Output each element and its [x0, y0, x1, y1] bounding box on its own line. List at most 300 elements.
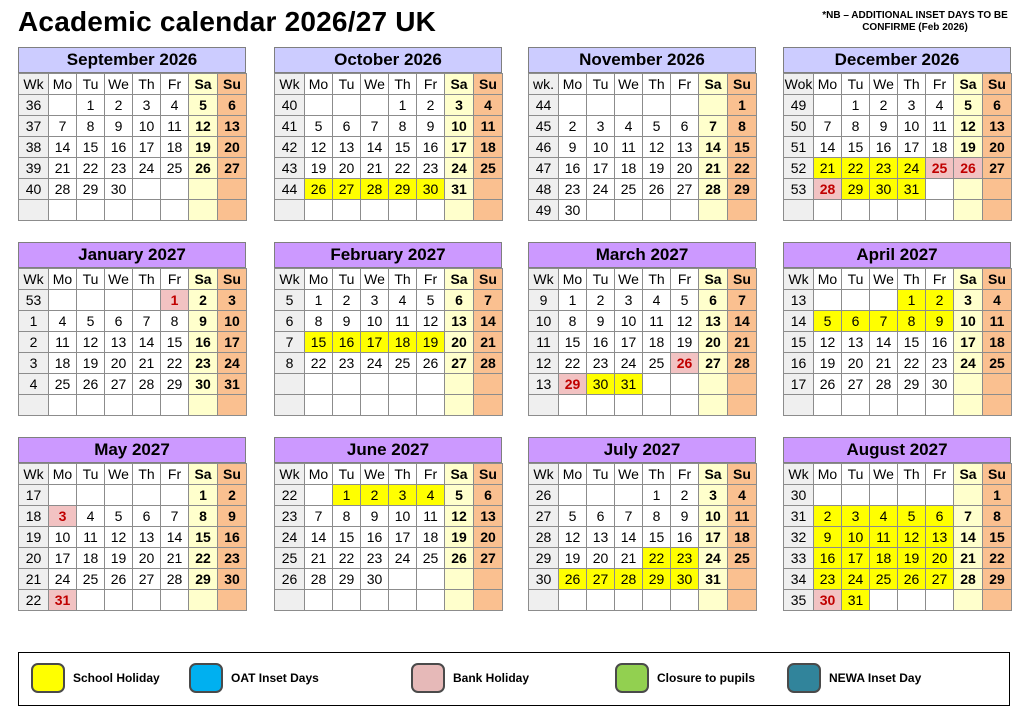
weekday-header: Fr	[161, 269, 189, 290]
day-cell: 24	[49, 569, 77, 590]
day-cell	[615, 590, 643, 611]
day-cell: 3	[133, 95, 161, 116]
weekday-header: Sa	[699, 464, 728, 485]
day-cell: 6	[842, 311, 870, 332]
day-cell	[474, 374, 503, 395]
day-cell: 27	[842, 374, 870, 395]
weekday-header: Th	[643, 269, 671, 290]
day-cell	[983, 200, 1012, 221]
month-block	[783, 437, 1011, 611]
day-cell	[926, 485, 954, 506]
day-cell: 30	[218, 569, 247, 590]
day-cell: 16	[189, 332, 218, 353]
day-cell: 10	[842, 527, 870, 548]
week-number	[275, 590, 305, 611]
weekday-header: Fr	[417, 74, 445, 95]
weekday-header: Th	[389, 74, 417, 95]
day-cell	[926, 590, 954, 611]
day-cell: 9	[105, 116, 133, 137]
day-cell: 30	[814, 590, 842, 611]
week-number	[275, 374, 305, 395]
week-row	[275, 590, 503, 611]
day-cell	[389, 590, 417, 611]
day-cell: 5	[189, 95, 218, 116]
day-cell: 12	[77, 332, 105, 353]
day-cell	[445, 569, 474, 590]
month-block	[18, 437, 246, 611]
day-cell	[671, 95, 699, 116]
day-cell: 19	[189, 137, 218, 158]
day-cell: 4	[983, 290, 1012, 311]
day-cell: 6	[333, 116, 361, 137]
day-cell: 25	[474, 158, 503, 179]
day-cell: 11	[926, 116, 954, 137]
day-cell: 2	[559, 116, 587, 137]
day-cell	[445, 200, 474, 221]
week-number: 36	[19, 95, 49, 116]
day-cell: 23	[417, 158, 445, 179]
weekday-header-row	[784, 74, 1012, 95]
week-number: 22	[275, 485, 305, 506]
day-cell: 10	[445, 116, 474, 137]
week-row	[784, 137, 1012, 158]
day-cell: 21	[814, 158, 842, 179]
weekday-header: Tu	[77, 269, 105, 290]
day-cell	[728, 395, 757, 416]
day-cell	[445, 590, 474, 611]
day-cell: 13	[105, 332, 133, 353]
day-cell	[445, 374, 474, 395]
week-row	[275, 353, 503, 374]
day-cell	[983, 395, 1012, 416]
day-cell	[133, 590, 161, 611]
weekday-header: Mo	[305, 269, 333, 290]
day-cell: 26	[77, 374, 105, 395]
month-table	[528, 73, 757, 221]
weekday-header: Th	[133, 74, 161, 95]
day-cell: 5	[643, 116, 671, 137]
day-cell: 25	[643, 353, 671, 374]
week-number: 26	[529, 485, 559, 506]
week-row	[529, 158, 757, 179]
day-cell: 28	[728, 353, 757, 374]
week-number: 7	[275, 332, 305, 353]
week-row	[784, 485, 1012, 506]
day-cell: 9	[559, 137, 587, 158]
day-cell: 18	[474, 137, 503, 158]
weekday-header: Sa	[954, 269, 983, 290]
day-cell: 20	[983, 137, 1012, 158]
day-cell	[699, 590, 728, 611]
day-cell: 8	[189, 506, 218, 527]
week-number: 37	[19, 116, 49, 137]
day-cell: 23	[587, 353, 615, 374]
weekday-header: We	[615, 269, 643, 290]
day-cell: 7	[615, 506, 643, 527]
day-cell: 13	[333, 137, 361, 158]
day-cell: 25	[161, 158, 189, 179]
day-cell: 2	[218, 485, 247, 506]
week-number	[784, 395, 814, 416]
day-cell: 22	[305, 353, 333, 374]
day-cell	[77, 485, 105, 506]
day-cell: 20	[587, 548, 615, 569]
month-title: December 2026	[783, 47, 1011, 73]
day-cell: 29	[643, 569, 671, 590]
day-cell: 16	[417, 137, 445, 158]
day-cell: 26	[417, 353, 445, 374]
day-cell	[417, 395, 445, 416]
week-header: Wk	[19, 269, 49, 290]
day-cell: 2	[870, 95, 898, 116]
legend-label: OAT Inset Days	[231, 671, 319, 685]
day-cell: 20	[218, 137, 247, 158]
day-cell: 17	[218, 332, 247, 353]
day-cell: 7	[699, 116, 728, 137]
day-cell	[699, 395, 728, 416]
week-number: 11	[529, 332, 559, 353]
week-number: 14	[784, 311, 814, 332]
week-number: 45	[529, 116, 559, 137]
day-cell	[49, 200, 77, 221]
day-cell	[474, 590, 503, 611]
day-cell: 12	[417, 311, 445, 332]
week-number	[275, 200, 305, 221]
day-cell	[49, 290, 77, 311]
day-cell	[671, 395, 699, 416]
week-row	[19, 95, 247, 116]
week-row	[275, 527, 503, 548]
day-cell: 30	[189, 374, 218, 395]
day-cell: 1	[77, 95, 105, 116]
day-cell: 20	[699, 332, 728, 353]
weekday-header: Su	[218, 74, 247, 95]
weekday-header: Th	[643, 74, 671, 95]
week-number: 27	[529, 506, 559, 527]
day-cell: 19	[559, 548, 587, 569]
weekday-header: Fr	[671, 464, 699, 485]
month-block	[528, 242, 756, 416]
day-cell: 16	[559, 158, 587, 179]
day-cell: 4	[49, 311, 77, 332]
day-cell	[105, 590, 133, 611]
day-cell: 22	[842, 158, 870, 179]
day-cell: 8	[983, 506, 1012, 527]
week-row	[529, 527, 757, 548]
day-cell: 7	[161, 506, 189, 527]
legend-swatch-school-holiday	[31, 663, 65, 693]
day-cell: 8	[333, 506, 361, 527]
day-cell: 30	[105, 179, 133, 200]
day-cell: 29	[161, 374, 189, 395]
day-cell: 4	[389, 290, 417, 311]
day-cell: 10	[898, 116, 926, 137]
week-number	[529, 590, 559, 611]
week-row	[529, 311, 757, 332]
day-cell: 26	[445, 548, 474, 569]
week-row	[19, 158, 247, 179]
day-cell: 26	[189, 158, 218, 179]
day-cell	[218, 179, 247, 200]
week-row	[529, 116, 757, 137]
week-number	[19, 395, 49, 416]
day-cell	[643, 200, 671, 221]
day-cell: 20	[926, 548, 954, 569]
weekday-header: Su	[474, 269, 503, 290]
day-cell	[615, 485, 643, 506]
day-cell: 24	[615, 353, 643, 374]
day-cell	[189, 200, 218, 221]
day-cell: 17	[389, 527, 417, 548]
week-header: Wk	[784, 269, 814, 290]
day-cell	[77, 590, 105, 611]
week-number: 35	[784, 590, 814, 611]
weekday-header: Su	[218, 464, 247, 485]
weekday-header: Su	[728, 464, 757, 485]
day-cell	[870, 395, 898, 416]
day-cell: 21	[870, 353, 898, 374]
week-number: 26	[275, 569, 305, 590]
day-cell: 20	[474, 527, 503, 548]
week-row	[529, 95, 757, 116]
day-cell: 30	[671, 569, 699, 590]
day-cell: 7	[133, 311, 161, 332]
day-cell	[954, 179, 983, 200]
day-cell: 26	[105, 569, 133, 590]
weekday-header: Tu	[587, 269, 615, 290]
day-cell: 15	[983, 527, 1012, 548]
week-number: 10	[529, 311, 559, 332]
month-block	[18, 242, 246, 416]
week-row	[784, 95, 1012, 116]
week-row	[275, 332, 503, 353]
day-cell: 11	[870, 527, 898, 548]
day-cell: 8	[898, 311, 926, 332]
day-cell: 10	[389, 506, 417, 527]
day-cell: 9	[333, 311, 361, 332]
day-cell: 31	[49, 590, 77, 611]
legend-swatch-oat-inset	[189, 663, 223, 693]
day-cell: 20	[842, 353, 870, 374]
week-number: 13	[529, 374, 559, 395]
day-cell	[643, 395, 671, 416]
inset-days-note: *NB – ADDITIONAL INSET DAYS TO BE CONFIRME (Feb 2026)	[822, 10, 1008, 33]
month-table	[18, 268, 247, 416]
day-cell: 16	[870, 137, 898, 158]
day-cell: 4	[870, 506, 898, 527]
day-cell	[954, 395, 983, 416]
day-cell: 27	[105, 374, 133, 395]
week-row	[784, 179, 1012, 200]
day-cell: 19	[305, 158, 333, 179]
day-cell: 22	[77, 158, 105, 179]
week-row	[784, 116, 1012, 137]
day-cell	[615, 95, 643, 116]
day-cell: 17	[699, 527, 728, 548]
day-cell: 5	[77, 311, 105, 332]
weekday-header: Fr	[926, 74, 954, 95]
day-cell: 29	[559, 374, 587, 395]
week-number: 43	[275, 158, 305, 179]
day-cell	[870, 485, 898, 506]
day-cell	[814, 395, 842, 416]
day-cell: 16	[671, 527, 699, 548]
day-cell: 3	[898, 95, 926, 116]
day-cell	[699, 95, 728, 116]
weekday-header-row	[19, 269, 247, 290]
day-cell	[133, 200, 161, 221]
week-row	[19, 137, 247, 158]
legend-swatch-bank-holiday	[411, 663, 445, 693]
weekday-header: Mo	[559, 74, 587, 95]
legend-label: Bank Holiday	[453, 671, 530, 685]
weekday-header-row	[784, 269, 1012, 290]
week-row	[529, 137, 757, 158]
day-cell	[389, 200, 417, 221]
day-cell: 19	[954, 137, 983, 158]
month-table	[783, 268, 1012, 416]
day-cell: 8	[389, 116, 417, 137]
day-cell: 28	[615, 569, 643, 590]
day-cell	[728, 569, 757, 590]
day-cell: 24	[218, 353, 247, 374]
day-cell: 21	[361, 158, 389, 179]
day-cell: 9	[361, 506, 389, 527]
day-cell: 6	[983, 95, 1012, 116]
day-cell: 11	[474, 116, 503, 137]
day-cell: 25	[389, 353, 417, 374]
month-table	[783, 463, 1012, 611]
day-cell: 9	[870, 116, 898, 137]
day-cell	[333, 374, 361, 395]
month-block	[783, 47, 1011, 221]
weekday-header: Sa	[189, 464, 218, 485]
week-number: 52	[784, 158, 814, 179]
week-number: 21	[19, 569, 49, 590]
day-cell: 9	[189, 311, 218, 332]
day-cell	[305, 590, 333, 611]
day-cell: 7	[474, 290, 503, 311]
day-cell	[814, 485, 842, 506]
day-cell: 23	[671, 548, 699, 569]
weekday-header: We	[361, 74, 389, 95]
weekday-header-row	[529, 74, 757, 95]
day-cell: 28	[474, 353, 503, 374]
day-cell	[389, 569, 417, 590]
week-row	[275, 569, 503, 590]
day-cell	[305, 374, 333, 395]
day-cell: 24	[389, 548, 417, 569]
week-row	[19, 548, 247, 569]
day-cell	[445, 395, 474, 416]
day-cell	[105, 290, 133, 311]
week-row	[275, 374, 503, 395]
day-cell: 24	[954, 353, 983, 374]
day-cell: 3	[699, 485, 728, 506]
weekday-header: Sa	[699, 74, 728, 95]
day-cell: 15	[305, 332, 333, 353]
week-row	[19, 374, 247, 395]
month-title: October 2026	[274, 47, 502, 73]
day-cell: 28	[954, 569, 983, 590]
day-cell: 5	[417, 290, 445, 311]
day-cell	[814, 95, 842, 116]
day-cell: 6	[671, 116, 699, 137]
week-row	[784, 590, 1012, 611]
day-cell: 7	[49, 116, 77, 137]
day-cell: 8	[77, 116, 105, 137]
weekday-header-row	[19, 464, 247, 485]
day-cell: 6	[587, 506, 615, 527]
day-cell: 4	[728, 485, 757, 506]
day-cell	[49, 395, 77, 416]
day-cell	[587, 200, 615, 221]
day-cell: 7	[814, 116, 842, 137]
day-cell: 6	[218, 95, 247, 116]
day-cell: 2	[926, 290, 954, 311]
day-cell	[898, 200, 926, 221]
day-cell: 3	[587, 116, 615, 137]
week-number: 34	[784, 569, 814, 590]
day-cell: 6	[105, 311, 133, 332]
week-row	[275, 311, 503, 332]
day-cell: 26	[643, 179, 671, 200]
week-row	[275, 137, 503, 158]
day-cell: 21	[133, 353, 161, 374]
day-cell: 11	[615, 137, 643, 158]
week-row	[275, 200, 503, 221]
day-cell: 5	[105, 506, 133, 527]
week-row	[529, 353, 757, 374]
day-cell	[133, 485, 161, 506]
week-row	[784, 290, 1012, 311]
day-cell: 23	[870, 158, 898, 179]
month-block	[274, 47, 502, 221]
day-cell: 12	[671, 311, 699, 332]
day-cell	[417, 200, 445, 221]
weekday-header: We	[105, 74, 133, 95]
day-cell	[161, 590, 189, 611]
day-cell: 30	[559, 200, 587, 221]
week-number: 30	[784, 485, 814, 506]
day-cell: 16	[814, 548, 842, 569]
day-cell: 2	[361, 485, 389, 506]
week-row	[784, 506, 1012, 527]
day-cell: 1	[898, 290, 926, 311]
week-number: 4	[19, 374, 49, 395]
week-number: 29	[529, 548, 559, 569]
day-cell: 23	[814, 569, 842, 590]
day-cell: 15	[643, 527, 671, 548]
week-number: 9	[529, 290, 559, 311]
day-cell: 6	[926, 506, 954, 527]
week-number: 44	[529, 95, 559, 116]
day-cell: 28	[161, 569, 189, 590]
day-cell: 13	[671, 137, 699, 158]
week-row	[784, 569, 1012, 590]
day-cell	[954, 374, 983, 395]
day-cell	[417, 590, 445, 611]
day-cell	[333, 395, 361, 416]
day-cell: 5	[954, 95, 983, 116]
day-cell: 23	[926, 353, 954, 374]
day-cell: 4	[926, 95, 954, 116]
week-row	[19, 353, 247, 374]
day-cell: 2	[105, 95, 133, 116]
day-cell: 28	[361, 179, 389, 200]
weekday-header: Th	[898, 74, 926, 95]
weekday-header: Sa	[189, 269, 218, 290]
